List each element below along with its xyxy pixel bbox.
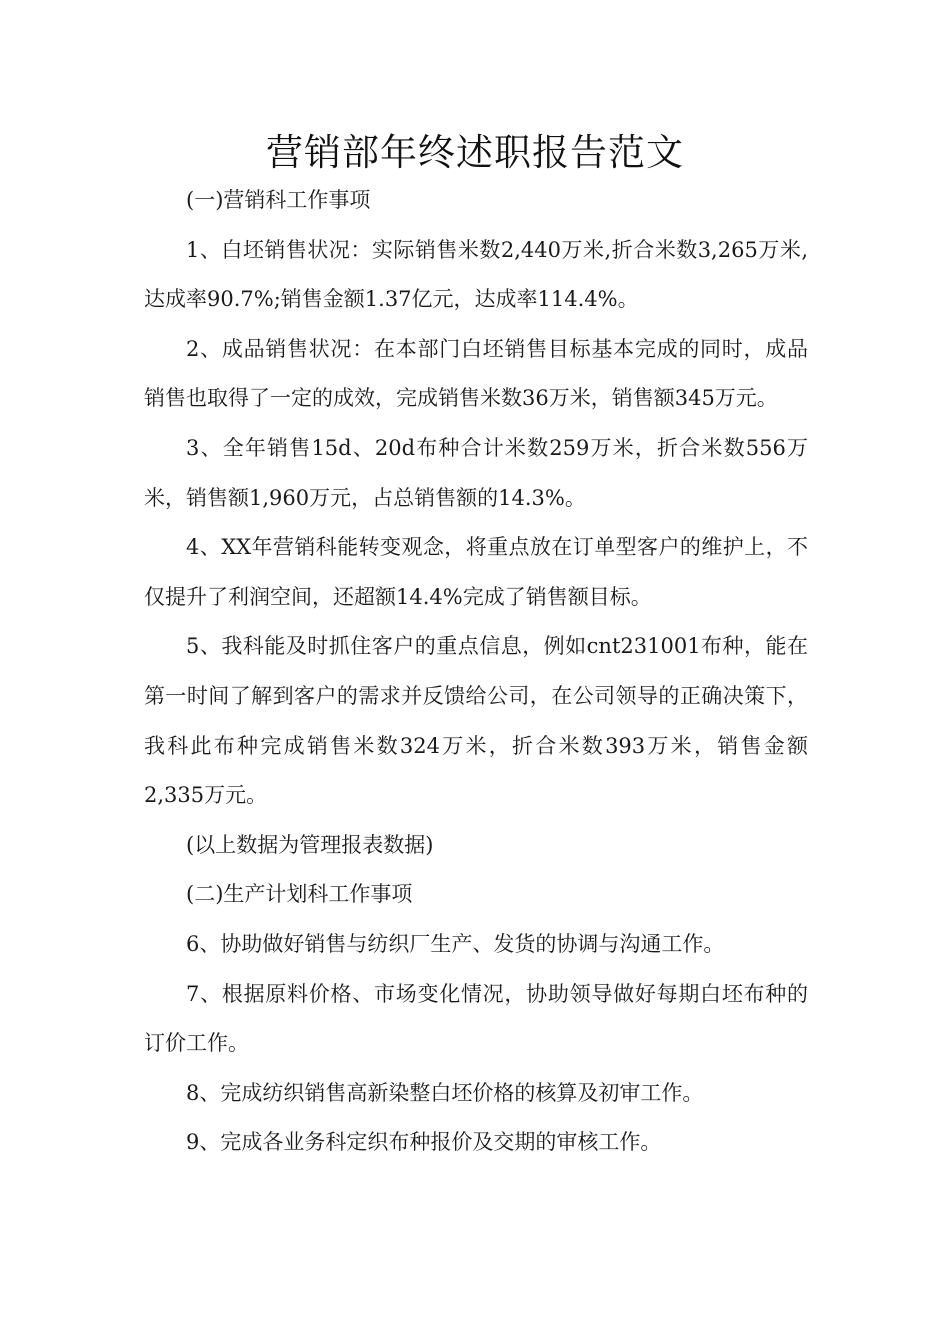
paragraph-item-8: 8、完成纺织销售高新染整白坯价格的核算及初审工作。 [186,1080,704,1105]
paragraph-item-5: 5、我科能及时抓住客户的重点信息，例如cnt231001布种，能在第一时间了解到客户的需求并反馈给公司，在公司领导的正确决策下，我科此布种完成销售米数324万米，折合米数393万米，销售金额2,335万元。 [144,634,808,808]
paragraph-item-1: 1、白坯销售状况：实际销售米数2,440万米,折合米数3,265万米,达成率90.7%;销售金额1.37亿元，达成率114.4%。 [144,237,808,312]
document-title: 营销部年终述职报告范文 [266,131,684,174]
paragraph-item-7: 7、根据原料价格、市场变化情况，协助领导做好每期白坯布种的订价工作。 [144,981,808,1056]
data-source-note: (以上数据为管理报表数据) [186,832,434,857]
paragraph-item-4: 4、XX年营销科能转变观念，将重点放在订单型客户的维护上，不仅提升了利润空间，还超额14.4%完成了销售额目标。 [144,535,808,609]
document-body [144,176,808,1168]
paragraph-item-3: 3、全年销售15d、20d布种合计米数259万米，折合米数556万米，销售额1,960万元，占总销售额的14.3%。 [144,435,808,510]
paragraph-item-9: 9、完成各业务科定织布种报价及交期的审核工作。 [186,1130,662,1155]
paragraph-item-2: 2、成品销售状况：在本部门白坯销售目标基本完成的同时，成品销售也取得了一定的成效，完成销售米数36万米，销售额345万元。 [144,336,808,411]
section-heading-production: (二)生产计划科工作事项 [186,882,413,907]
paragraph-item-6: 6、协助做好销售与纺织厂生产、发货的协调与沟通工作。 [186,931,725,956]
section-heading-marketing: (一)营销科工作事项 [186,188,371,212]
